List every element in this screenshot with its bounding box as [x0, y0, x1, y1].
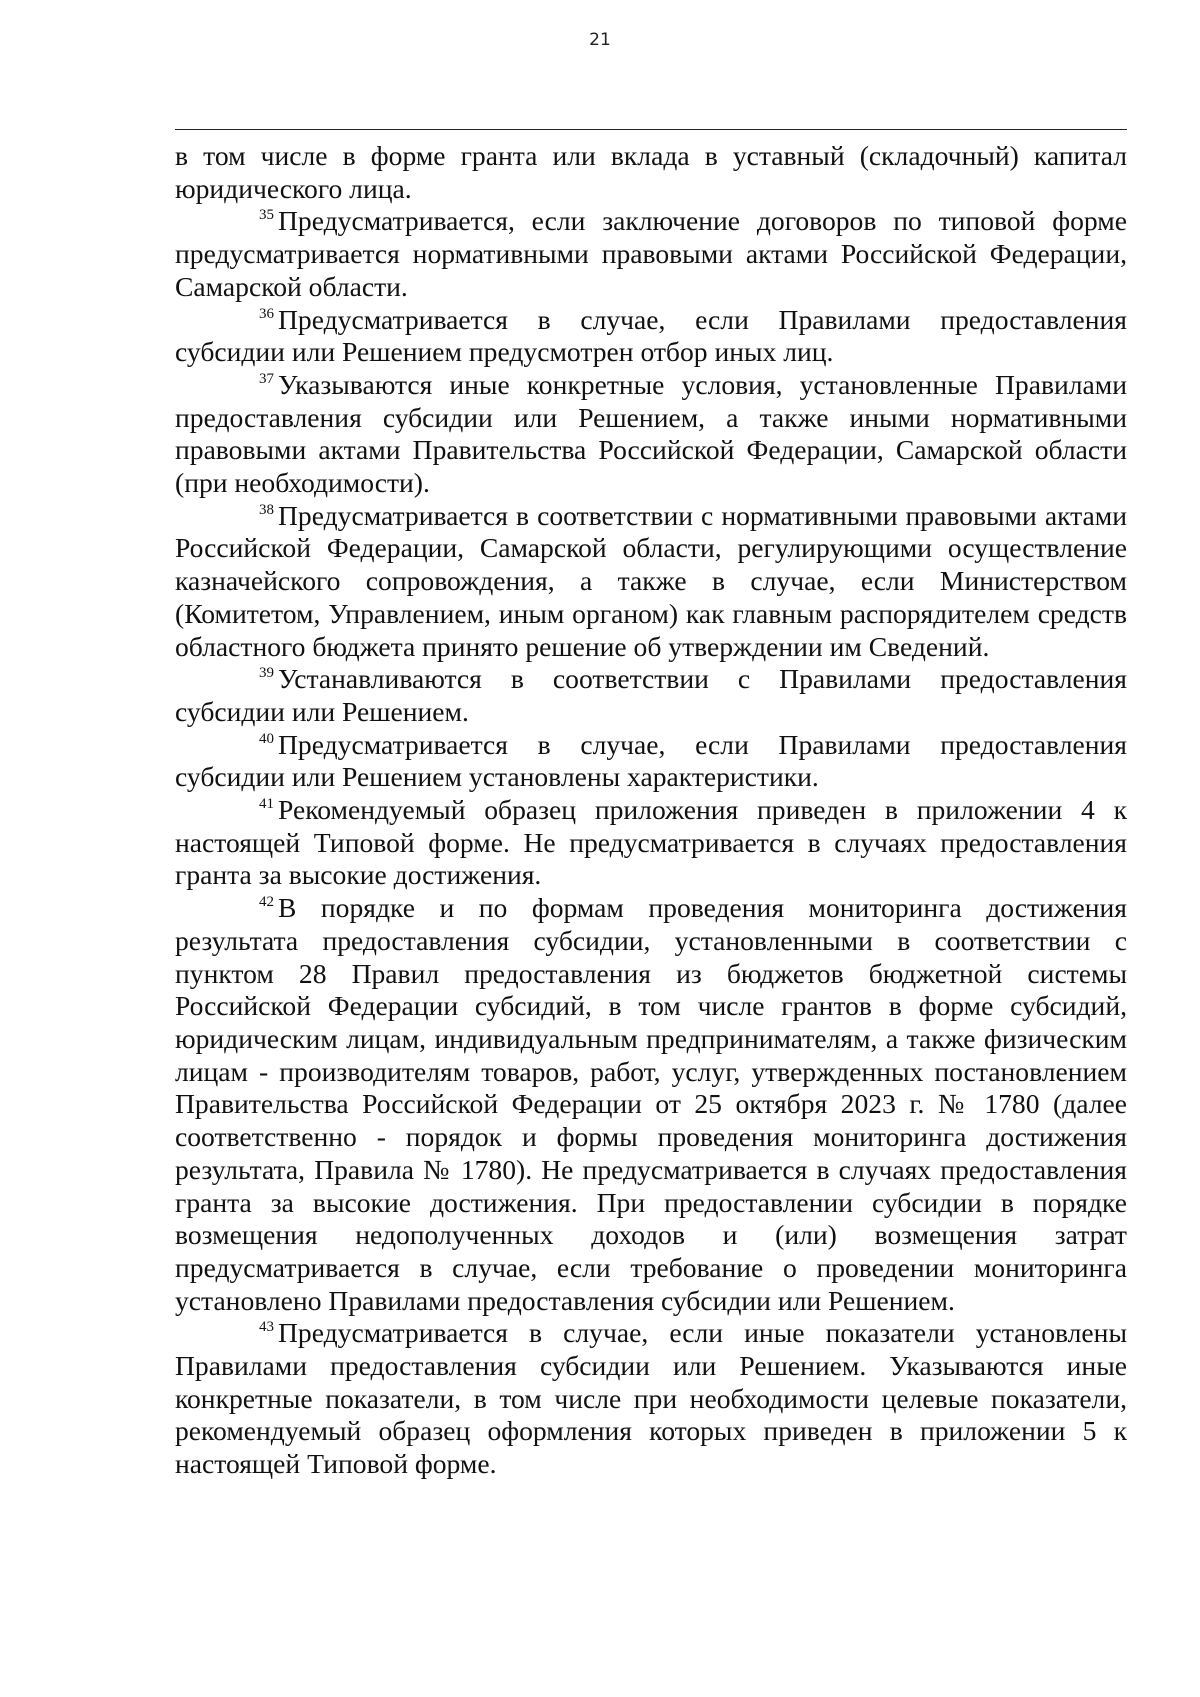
- footnote-text: Предусматривается, если заключение договоров по типовой форме предусматривается нормативными правовыми актами Российской Федерации, Самарской области.: [175, 205, 1127, 302]
- footnote-43: [175, 1317, 1127, 1481]
- footnote-37: [175, 369, 1127, 500]
- footnote-number: 38: [259, 501, 274, 518]
- footnote-text: Указываются иные конкретные условия, установленные Правилами предоставления субсидии или Решением, а также иными нормативными правовыми актами Правительства Российской Федерации, Самарской области (при необходимости).: [175, 368, 1127, 499]
- footnote-separator: [175, 129, 1127, 130]
- footnote-number: 35: [259, 207, 274, 224]
- footnote-text: Рекомендуемый образец приложения приведен в приложении 4 к настоящей Типовой форме. Не предусматривается в случаях предоставления гранта за высокие достижения.: [175, 794, 1127, 891]
- footnote-36: [175, 304, 1127, 369]
- footnote-number: 37: [259, 370, 274, 387]
- footnote-number: 43: [259, 1319, 274, 1336]
- footnote-number: 36: [259, 305, 274, 322]
- footnote-text: Предусматривается в случае, если Правилами предоставления субсидии или Решением установлены характеристики.: [175, 728, 1127, 793]
- footnote-number: 42: [259, 894, 274, 911]
- footnote-text: в том числе в форме гранта или вклада в уставный (складочный) капитал юридического лица.: [175, 140, 1127, 204]
- footnote-40: [175, 729, 1127, 794]
- footnote-text: В порядке и по формам проведения мониторинга достижения результата предоставления субсидии, установленными в соответствии с пунктом 28 Правил предоставления из бюджетов бюджетной системы Российской Федерации субсидий, в том числе грантов в форме субсидий, юридическим лицам, индивидуальным предпринимателям, а также физическим лицам - производителям товаров, работ, услуг, утвержденных постановлением Правительства Российской Федерации от 25 октября 2023 г. № 1780 (далее соответственно - порядок и формы проведения мониторинга достижения результата, Правила № 1780). Не предусматривается в случаях предоставления гранта за высокие достижения. При предоставлении субсидии в порядке возмещения недополученных доходов и (или) возмещения затрат предусматривается в случае, если требование о проведении мониторинга установлено Правилами предоставления субсидии или Решением.: [175, 892, 1127, 1316]
- footnote-number: 40: [259, 730, 274, 747]
- footnote-text: Предусматривается в соответствии с нормативными правовыми актами Российской Федерации, Самарской области, регулирующими осуществление казначейского сопровождения, а также в случае, если Министерством (Комитетом, Управлением, иным органом) как главным распорядителем средств областного бюджета принято решение об утверждении им Сведений.: [175, 499, 1127, 662]
- footnote-39: [175, 663, 1127, 728]
- footnote-continued-text: [175, 140, 1127, 205]
- footnote-38: [175, 500, 1127, 664]
- footnote-35: [175, 205, 1127, 303]
- page-number: 21: [589, 30, 611, 50]
- footnote-number: 39: [259, 665, 274, 682]
- footnote-42: [175, 892, 1127, 1317]
- footnote-text: Предусматривается в случае, если иные показатели установлены Правилами предоставления субсидии или Решением. Указываются иные конкретные показатели, в том числе при необходимости целевые показатели, рекомендуемый образец оформления которых приведен в приложении 5 к настоящей Типовой форме.: [175, 1317, 1127, 1480]
- footnote-41: [175, 794, 1127, 892]
- footnote-text: Устанавливаются в соответствии с Правилами предоставления субсидии или Решением.: [175, 663, 1127, 727]
- footnote-number: 41: [259, 796, 274, 813]
- footnotes-block: [175, 140, 1127, 1481]
- footnote-text: Предусматривается в случае, если Правилами предоставления субсидии или Решением предусмотрен отбор иных лиц.: [175, 303, 1127, 368]
